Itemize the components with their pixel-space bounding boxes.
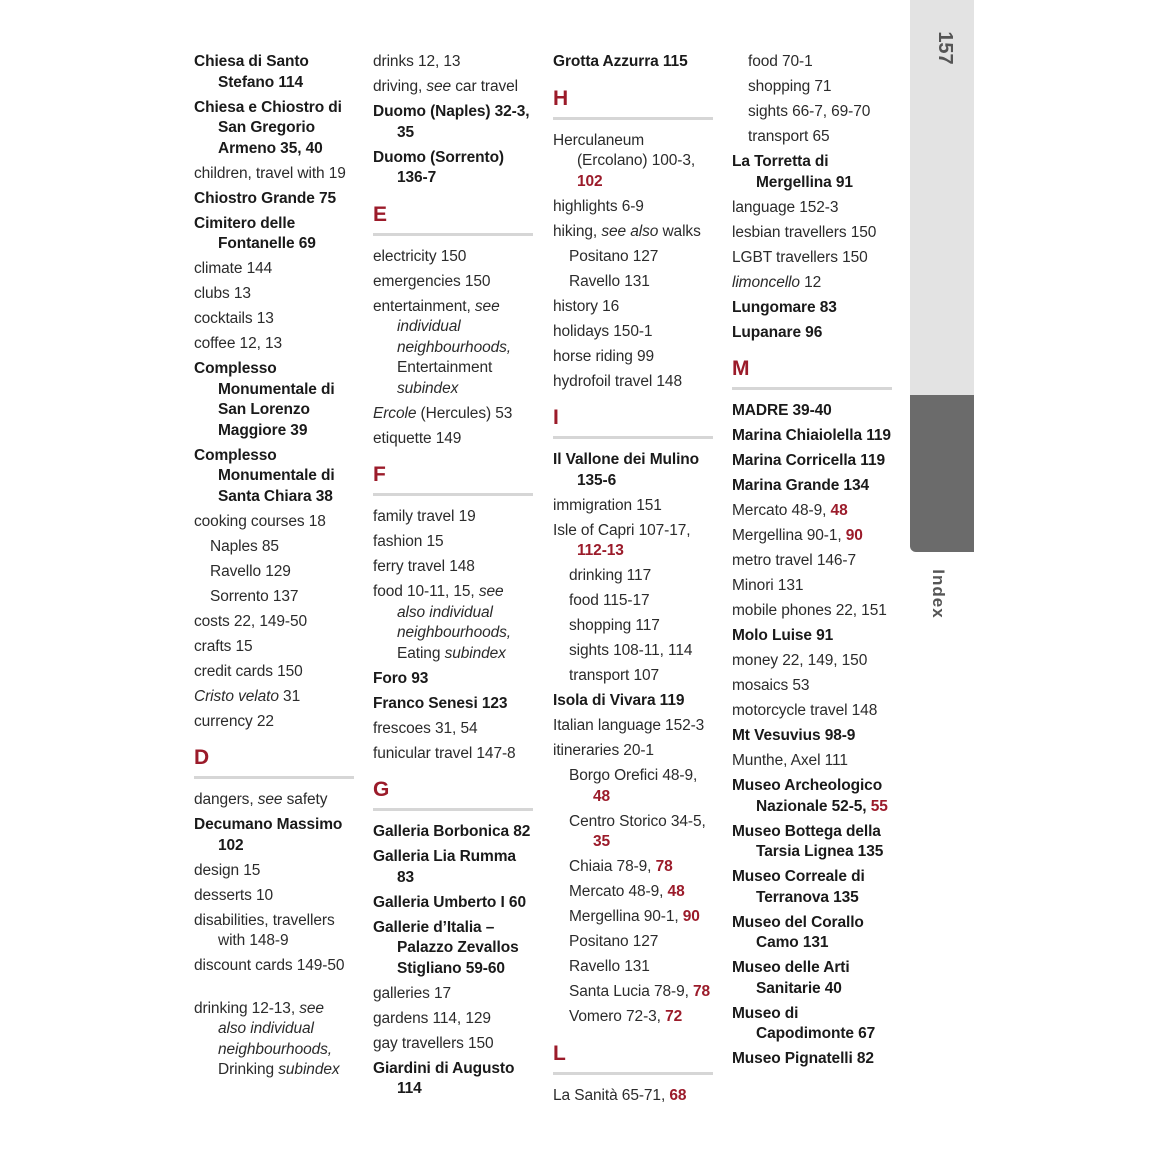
index-entry [194,956,354,977]
entry-text: Il Vallone dei Mulino 135-6 [553,451,700,489]
map-page-ref: 102 [577,172,603,190]
index-entry [553,691,713,712]
map-page-ref: 48 [667,883,685,900]
entry-text: language 152-3 [732,198,839,216]
entry-text: mobile phones 22, 151 [732,602,887,619]
index-entry [732,751,892,772]
index-entry [373,669,533,690]
entry-text: Herculaneum (Ercolano) 100-3, [553,131,696,169]
index-subentry [553,766,713,807]
page-number: 157 [934,31,956,65]
entry-text: see [426,78,452,95]
entry-text: design 15 [194,861,261,879]
index-letter-heading: H [553,87,713,120]
index-entry [373,102,533,143]
index-entry [732,273,892,294]
entry-text: food 115-17 [569,592,650,609]
index-entry [194,512,354,533]
index-letter-heading: M [732,357,892,390]
entry-text: discount cards 149-50 [194,957,345,974]
map-page-ref: 72 [665,1008,683,1025]
entry-text: Franco Senesi 123 [373,694,508,712]
entry-text: climate 144 [194,260,273,277]
index-entry [732,867,892,908]
map-page-ref: 78 [693,983,711,1000]
entry-text: Museo Pignatelli 82 [732,1050,874,1067]
entry-text: see [257,791,283,808]
entry-text: drinking 12-13, [194,999,300,1017]
index-subentry [553,812,713,853]
index-entry [553,297,713,318]
entry-text: Mergellina 90-1, [732,527,846,544]
index-entry [373,893,533,914]
index-entry [732,198,892,219]
index-letter-heading: D [194,746,354,779]
index-entry [373,429,533,450]
entry-text: Chiesa e Chiostro di San Gregorio Armeno 35, 40 [194,98,342,157]
entry-text: entertainment, [373,297,475,315]
entry-text: frescoes 31, 54 [373,719,478,737]
index-entry [732,676,892,697]
index-entry [373,148,533,189]
entry-text: hiking, [553,222,602,240]
index-entry [732,958,892,999]
entry-text: costs 22, 149-50 [194,612,308,630]
map-page-ref: 78 [655,858,673,875]
entry-text: Ravello 131 [569,958,650,975]
index-letter-heading: F [373,463,533,496]
map-page-ref: 35 [593,833,611,850]
index-entry [732,601,892,622]
entry-text: history 16 [553,297,620,315]
entry-text: see individual neighbourhoods, [397,297,511,356]
map-page-ref: 112-13 [577,542,624,559]
entry-text: sights 66-7, 69-70 [748,103,871,120]
map-page-ref: 68 [669,1086,687,1104]
entry-text: Mergellina 90-1, [569,908,683,925]
entry-text: Complesso Monumentale di San Lorenzo Maggiore 39 [194,360,335,439]
index-entry [553,741,713,762]
index-subentry [553,1007,713,1028]
entry-text: 31 [278,687,301,705]
entry-text: Museo delle Arti Sanitarie 40 [732,959,850,997]
entry-text: motorcycle travel 148 [732,702,878,719]
index-entry [553,322,713,343]
entry-text: Eating [397,644,445,662]
entry-text: Mt Vesuvius 98-9 [732,727,856,744]
index-entry [373,694,533,715]
index-entry [194,214,354,255]
entry-text: Ravello 129 [210,562,291,580]
entry-text: Drinking [218,1061,279,1078]
entry-text: metro travel 146-7 [732,552,856,569]
index-entry [732,223,892,244]
index-subentry [732,77,892,98]
index-entry [732,726,892,747]
index-entry [732,822,892,863]
index-entry [194,999,354,1081]
entry-text: transport 107 [569,667,660,684]
entry-text: disabilities, travellers with 148-9 [194,911,335,949]
entry-text: MADRE 39-40 [732,402,832,419]
entry-text: Complesso Monumentale di Santa Chiara 38 [194,446,335,505]
entry-text: Decumano Massimo 102 [194,816,343,854]
entry-text: limoncello [732,273,800,291]
index-entry [194,790,354,811]
index-entry [732,526,892,547]
index-entry [194,911,354,952]
index-entry [732,298,892,319]
entry-text: subindex [397,379,459,397]
entry-text: Sorrento 137 [210,587,299,605]
index-entry [373,1034,533,1055]
entry-text: cooking courses 18 [194,512,326,530]
entry-text: Lupanare 96 [732,323,823,341]
entry-text: Galleria Borbonica 82 [373,823,531,840]
entry-text: (Hercules) 53 [416,404,513,422]
map-page-ref: 90 [845,527,863,544]
index-entry [732,451,892,472]
entry-text: coffee 12, 13 [194,335,283,352]
index-entry [373,247,533,268]
index-entry [373,822,533,843]
entry-text: funicular travel 147-8 [373,744,516,762]
map-page-ref: 48 [830,502,848,519]
entry-text: Galleria Lia Rumma 83 [373,848,516,886]
entry-text: galleries 17 [373,984,452,1002]
entry-text: Mercato 48-9, [569,883,668,900]
entry-text: 12 [799,273,822,291]
index-entry [373,557,533,578]
index-subentry [553,957,713,978]
index-subentry [553,272,713,293]
index-subentry [194,562,354,583]
index-entry [194,637,354,658]
index-entry [553,1086,713,1107]
entry-text: Museo del Corallo Camo 131 [732,913,864,951]
index-letter-heading: G [373,778,533,811]
index-entry [732,152,892,193]
index-entry [194,446,354,508]
index-entry [373,918,533,980]
entry-text: clubs 13 [194,285,251,302]
entry-text: shopping 117 [569,617,660,634]
index-subentry [732,52,892,73]
entry-text: car travel [451,78,519,95]
index-entry [194,712,354,733]
index-entry [553,222,713,243]
entry-text: shopping 71 [748,78,832,95]
index-entry [553,347,713,368]
index-subentry [553,982,713,1003]
entry-text: lesbian travellers 150 [732,223,877,241]
entry-text: Centro Storico 34-5, [569,812,706,830]
index-entry [553,52,713,73]
entry-text: family travel 19 [373,508,476,525]
index-entry [194,309,354,330]
entry-text: dangers, [194,791,258,808]
index-subentry [194,587,354,608]
index-entry [732,426,892,447]
entry-text: La Torretta di Mergellina 91 [732,153,853,191]
index-entry [732,1049,892,1070]
entry-text: see also individual neighbourhoods, [218,999,332,1058]
index-entry [373,532,533,553]
entry-text: Lungomare 83 [732,298,837,316]
index-column-1 [194,52,354,1085]
entry-text: safety [282,791,328,808]
section-label: Index [929,569,948,619]
index-entry [194,612,354,633]
index-entry [553,716,713,737]
index-entry [194,359,354,441]
entry-text: Museo Archeologico Nazionale 52-5, [732,777,883,815]
index-entry [553,131,713,193]
entry-text: La Sanità 65-71, [553,1086,670,1104]
index-entry [194,687,354,708]
entry-text: Borgo Orefici 48-9, [569,767,698,784]
entry-text: Cristo velato [194,687,279,705]
entry-text: Munthe, Axel 111 [732,752,848,769]
index-entry [373,847,533,888]
entry-text: Vomero 72-3, [569,1008,666,1025]
entry-text: gardens 114, 129 [373,1009,491,1027]
index-entry [732,248,892,269]
entry-text: Marina Chiaiolella 119 [732,427,891,444]
entry-text: drinking 117 [569,567,652,584]
index-entry [194,334,354,355]
entry-text: Minori 131 [732,577,804,594]
entry-text: Duomo (Naples) 32-3, 35 [373,103,530,141]
index-entry [373,719,533,740]
entry-text: Mercato 48-9, [732,502,831,519]
entry-text: Museo Bottega della Tarsia Lignea 135 [732,822,884,860]
entry-text: highlights 6-9 [553,197,644,215]
entry-text: cocktails 13 [194,310,274,327]
entry-text: Ravello 131 [569,272,650,290]
entry-text: Cimitero delle Fontanelle 69 [194,214,316,252]
index-entry [732,776,892,817]
index-subentry [194,537,354,558]
index-column-4 [732,52,892,1074]
entry-text: Marina Corricella 119 [732,452,885,469]
entry-text: Santa Lucia 78-9, [569,983,694,1000]
entry-text: crafts 15 [194,637,253,655]
entry-text: Italian language 152-3 [553,717,705,734]
entry-text: etiquette 149 [373,429,462,447]
index-entry [732,913,892,954]
index-entry [732,323,892,344]
entry-text: currency 22 [194,712,274,730]
entry-text: gay travellers 150 [373,1034,494,1052]
index-entry [373,582,533,664]
index-subentry [553,641,713,662]
index-entry [373,77,533,98]
entry-text: food 10-11, 15, [373,583,479,600]
entry-text: Gallerie d’Italia – Palazzo Zevallos Stigliano 59-60 [373,918,519,977]
index-entry [194,815,354,856]
index-column-3 [553,52,713,1111]
entry-text: see also [601,222,659,240]
index-entry [194,164,354,185]
entry-text: Isola di Vivara 119 [553,692,685,709]
entry-text: Foro 93 [373,669,429,687]
index-entry [194,259,354,280]
entry-text: Chiesa di Santo Stefano 114 [194,53,309,91]
entry-text: transport 65 [748,128,830,145]
entry-text: sights 108-11, 114 [569,642,693,659]
entry-text: Positano 127 [569,933,659,950]
entry-text: itineraries 20-1 [553,742,654,759]
index-subentry [732,127,892,148]
index-entry [373,507,533,528]
index-entry [194,861,354,882]
index-entry [373,744,533,765]
entry-text: emergencies 150 [373,272,491,290]
entry-text: Museo Correale di Terranova 135 [732,868,865,906]
index-entry [553,496,713,517]
index-entry [373,52,533,73]
index-letter-heading: E [373,203,533,236]
entry-text: holidays 150-1 [553,322,653,340]
index-entry [194,189,354,210]
entry-text: Isle of Capri 107-17, [553,521,691,539]
index-entry [194,886,354,907]
section-tab [910,395,974,552]
index-entry [373,1059,533,1100]
index-subentry [553,666,713,687]
index-entry [373,984,533,1005]
index-column-2 [373,52,533,1104]
index-entry [732,476,892,497]
entry-text: walks [658,222,701,240]
index-subentry [553,616,713,637]
entry-text: Giardini di Augusto 114 [373,1059,515,1097]
index-entry [553,197,713,218]
entry-text: food 70-1 [748,53,813,70]
index-entry [194,98,354,160]
entry-text: electricity 150 [373,247,467,265]
entry-text: children, travel with 19 [194,164,346,182]
entry-text: Ercole [373,404,417,422]
index-entry [732,501,892,522]
index-entry [732,701,892,722]
index-entry [194,52,354,93]
entry-text: Positano 127 [569,247,659,265]
map-page-ref: 55 [870,797,888,815]
index-letter-heading: I [553,406,713,439]
index-letter-heading: L [553,1042,713,1075]
index-entry [732,551,892,572]
index-entry [732,651,892,672]
index-entry [373,297,533,400]
entry-text: Chiaia 78-9, [569,858,656,875]
entry-text: Chiostro Grande 75 [194,189,337,207]
entry-text: desserts 10 [194,886,274,904]
entry-text: subindex [278,1061,340,1078]
index-entry [732,626,892,647]
entry-text: Naples 85 [210,537,279,555]
entry-text: money 22, 149, 150 [732,652,868,669]
entry-text: mosaics 53 [732,677,810,694]
entry-text: Museo di Capodimonte 67 [732,1004,876,1042]
entry-text: Entertainment [397,359,493,376]
index-subentry [732,102,892,123]
index-entry [732,576,892,597]
index-entry [194,284,354,305]
entry-text: Galleria Umberto I 60 [373,893,526,911]
index-entry [373,1009,533,1030]
entry-text: Marina Grande 134 [732,477,869,494]
index-subentry [553,857,713,878]
index-entry [553,372,713,393]
index-subentry [553,566,713,587]
index-subentry [553,882,713,903]
index-subentry [553,932,713,953]
entry-text: see also individual neighbourhoods, [397,583,511,641]
entry-text: hydrofoil travel 148 [553,372,682,390]
index-entry [194,662,354,683]
index-entry [553,450,713,491]
entry-text: drinks 12, 13 [373,53,461,70]
index-subentry [553,907,713,928]
map-page-ref: 48 [593,787,611,805]
index-entry [732,1004,892,1045]
entry-text: driving, [373,78,427,95]
index-subentry [553,247,713,268]
map-page-ref: 90 [682,908,700,925]
entry-text: Duomo (Sorrento) 136-7 [373,148,504,186]
entry-text: LGBT travellers 150 [732,248,868,266]
entry-text: immigration 151 [553,496,662,514]
entry-text: Grotta Azzurra 115 [553,53,688,70]
entry-text: fashion 15 [373,533,444,550]
entry-text: credit cards 150 [194,662,303,680]
index-subentry [553,591,713,612]
entry-text: subindex [444,644,506,662]
entry-text: ferry travel 148 [373,558,475,575]
index-entry [553,521,713,562]
index-entry [732,401,892,422]
index-entry [373,272,533,293]
entry-text: Molo Luise 91 [732,627,834,644]
index-entry [373,404,533,425]
entry-text: horse riding 99 [553,347,655,365]
